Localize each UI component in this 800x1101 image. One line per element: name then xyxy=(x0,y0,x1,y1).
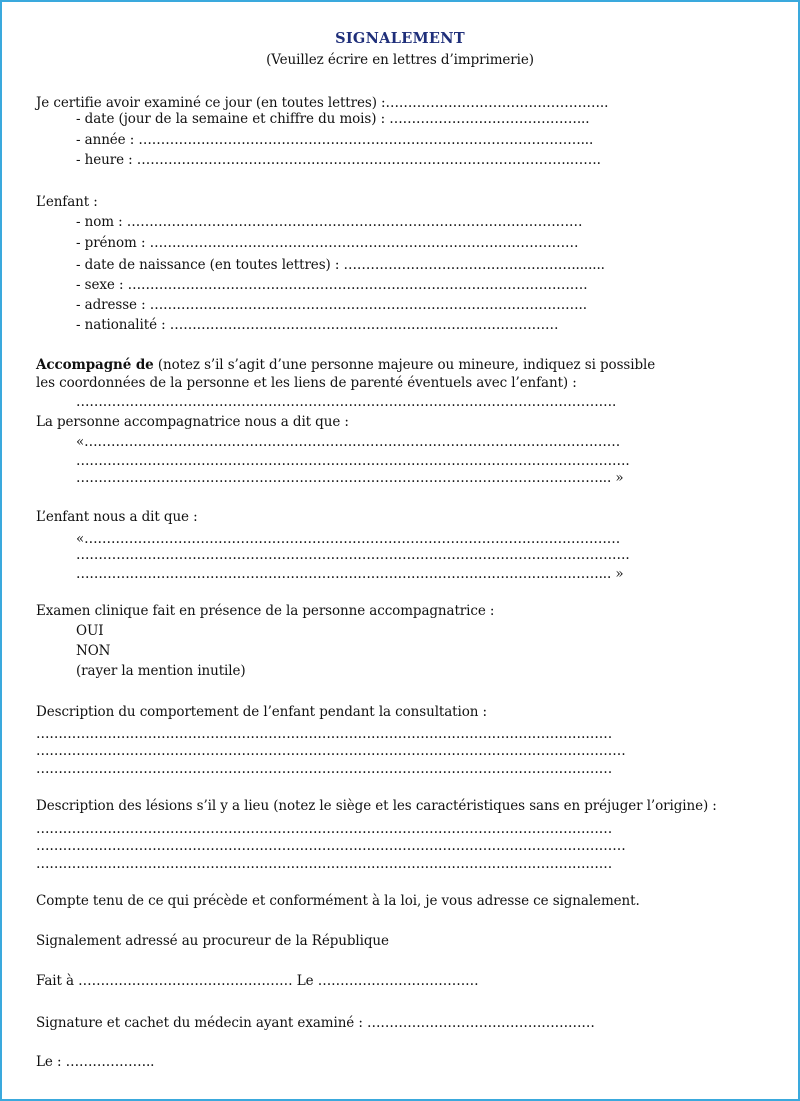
accompanist-said-line[interactable]: ………………………………………………………………………………………………………... » xyxy=(76,470,624,486)
accompanied-label xyxy=(36,356,655,374)
child-said-line[interactable]: «………………………………………………………………………………………………………… xyxy=(76,531,621,547)
addressed-text: Signalement adressé au procureur de la République xyxy=(36,933,389,949)
behaviour-label: Description du comportement de l’enfant pendant la consultation : xyxy=(36,704,487,720)
conclusion-text: Compte tenu de ce qui précède et conformément à la loi, je vous adresse ce signalement. xyxy=(36,893,640,909)
certify-year-field[interactable]: - année : ………………………………………………………………………………………... xyxy=(76,132,594,148)
child-name-field[interactable]: - nom : ………………………………………………………………………………………… xyxy=(76,214,583,230)
accompanist-said-label: La personne accompagnatrice nous a dit que : xyxy=(36,414,349,430)
final-date-field[interactable]: Le : ……………….. xyxy=(36,1054,155,1070)
lesions-line[interactable]: ………………………………………………………………………………………………………………… xyxy=(36,821,613,837)
lesions-line[interactable]: ………………………………………………………………………………………………………………… xyxy=(36,856,613,872)
child-nationality-field[interactable]: - nationalité : …………………………………………………………………………… xyxy=(76,317,559,333)
child-birthdate-field[interactable]: - date de naissance (en toutes lettres) : ……………………………………………........ xyxy=(76,257,605,273)
form-subtitle: (Veuillez écrire en lettres d’imprimerie) xyxy=(266,52,534,68)
child-said-line[interactable]: ………………………………………………………………………………………………………... » xyxy=(76,566,624,582)
behaviour-line[interactable]: …………………………………………………………………………………………………………………… xyxy=(36,743,626,759)
child-said-label: L’enfant nous a dit que : xyxy=(36,509,198,525)
lesions-label: Description des lésions s’il y a lieu (notez le siège et les caractéristiques sans en préjuger l’origine) : xyxy=(36,798,717,814)
child-firstname-field[interactable]: - prénom : …………………………………………………………………………………… xyxy=(76,235,579,251)
exam-oui-option[interactable]: OUI xyxy=(76,623,104,639)
certify-hour-field[interactable]: - heure : …………………………………………………………………………………….……. xyxy=(76,152,601,168)
accompanied-label-bold: Accompagné de xyxy=(36,357,154,373)
accompanist-said-line[interactable]: «………………………………………………………………………………………………………… xyxy=(76,434,621,450)
certify-intro[interactable]: Je certifie avoir examiné ce jour (en toutes lettres) :………………………………………….. xyxy=(36,95,609,111)
child-said-line[interactable]: ……………………………………………………………………………………………………………. xyxy=(76,547,630,563)
certify-date-field[interactable]: - date (jour de la semaine et chiffre du mois) : ……………………………………... xyxy=(76,111,590,127)
signature-field[interactable]: Signature et cachet du médecin ayant examiné : …………………………………………… xyxy=(36,1015,595,1031)
accompanied-label-rest: (notez s’il s’agit d’une personne majeure ou mineure, indiquez si possible xyxy=(153,357,656,373)
accompanied-field[interactable]: …………………………………………………………………………………………………………. xyxy=(76,394,617,410)
place-date-field[interactable]: Fait à ………………………………………… Le ……………………………… xyxy=(36,973,479,989)
accompanist-said-line[interactable]: ……………………………………………………………………………………………………………. xyxy=(76,453,630,469)
behaviour-line[interactable]: ………………………………………………………………………………………………………………… xyxy=(36,761,613,777)
child-sex-field[interactable]: - sexe : …………………………………………………………………………………………. xyxy=(76,277,588,293)
exam-label: Examen clinique fait en présence de la personne accompagnatrice : xyxy=(36,603,495,619)
exam-non-option[interactable]: NON xyxy=(76,643,111,659)
behaviour-line[interactable]: ………………………………………………………………………………………………………………… xyxy=(36,726,613,742)
exam-note: (rayer la mention inutile) xyxy=(76,663,246,679)
form-title: SIGNALEMENT xyxy=(335,30,465,47)
child-address-field[interactable]: - adresse : …………………………………………………………………………………….. xyxy=(76,297,587,313)
accompanied-label-line2: les coordonnées de la personne et les liens de parenté éventuels avec l’enfant) : xyxy=(36,375,577,391)
child-heading: L’enfant : xyxy=(36,194,98,210)
lesions-line[interactable]: …………………………………………………………………………………………………………………… xyxy=(36,838,626,854)
